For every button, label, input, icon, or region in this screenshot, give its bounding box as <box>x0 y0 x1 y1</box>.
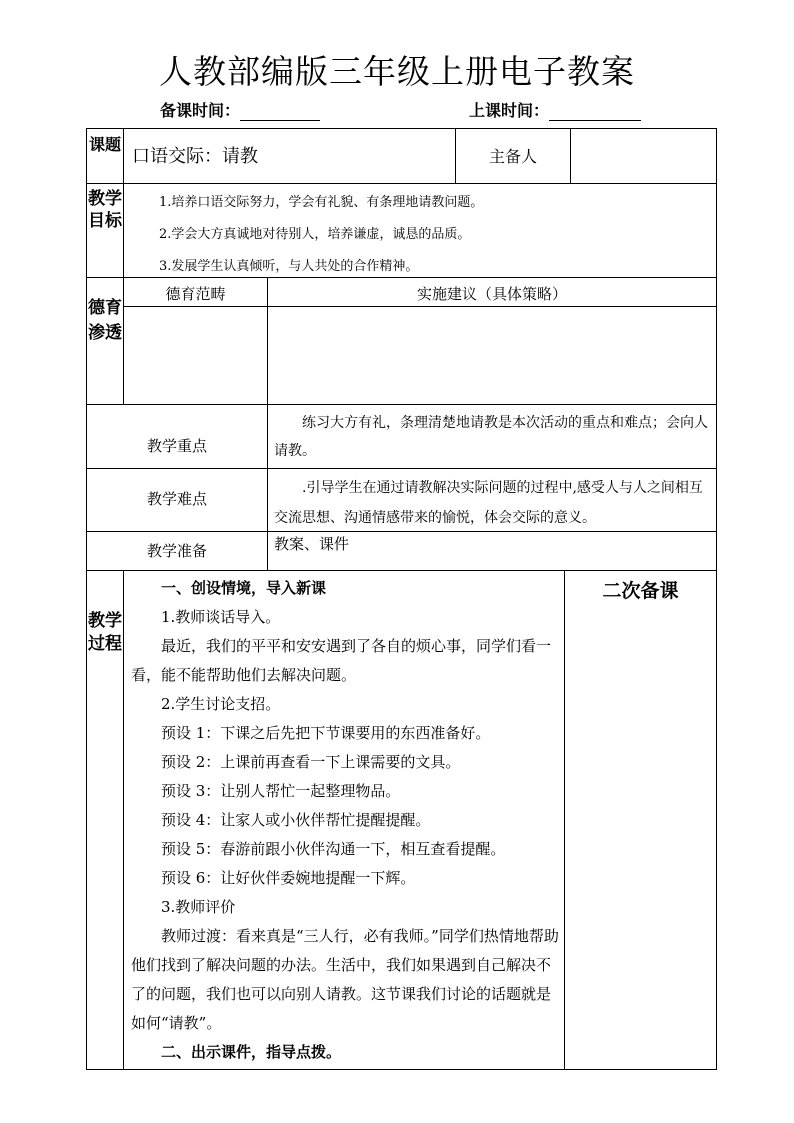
objective-item: 1.培养口语交际努力，学会有礼貌、有条理地请教问题。 <box>159 195 484 210</box>
moral-col-strategy: 实施建议（具体策略） <box>416 285 567 303</box>
process-paragraph: 预设 4：让家人或小伙伴帮忙提醒提醒。 <box>161 811 431 829</box>
moral-label: 德育渗透 <box>88 298 122 343</box>
process-heading: 一、创设情境，导入新课 <box>161 579 327 597</box>
prep-time-field <box>160 98 320 121</box>
process-heading: 二、出示课件，指导点拨。 <box>161 1043 342 1061</box>
process-paragraph: 预设 6：让好伙伴委婉地提醒一下辉。 <box>161 869 416 887</box>
class-time-blank <box>549 102 641 121</box>
prep-time-label: 备课时间： <box>160 101 241 120</box>
process-paragraph: 最近，我们的平平和安安遇到了各自的烦心事，同学们看一看，能不能帮助他们去解决问题。 <box>131 637 552 684</box>
process-paragraph: 教师过渡：看来真是“三人行，必有我师。”同学们热情地帮助他们找到了解决问题的办法。生活中，我们如果遇到自己解决不了的问题，我们也可以向别人请教。这节课我们讨论的话题就是如何“请教”。 <box>131 927 559 1032</box>
process-label: 教学过程 <box>88 611 122 654</box>
prep-time-blank <box>240 102 320 121</box>
moral-col-category: 德育范畴 <box>165 285 226 303</box>
process-paragraph: 3.教师评价 <box>161 898 236 916</box>
process-paragraph: 预设 1：下课之后先把下节课要用的东西准备好。 <box>161 724 491 742</box>
difficulties-text: .引导学生在通过请教解决实际问题的过程中,感受人与人之间相互交流思想、沟通情感带来的愉悦，体会交际的意义。 <box>274 480 703 526</box>
topic-value: 口语交际：请教 <box>132 146 258 167</box>
difficulties-label: 教学难点 <box>146 490 207 508</box>
process-paragraph: 预设 5：春游前跟小伙伴沟通一下，相互查看提醒。 <box>161 840 506 858</box>
objective-item: 2.学会大方真诚地对待别人，培养谦虚，诚恳的品质。 <box>159 227 471 242</box>
second-prep-label: 二次备课 <box>602 580 679 602</box>
preparation-label: 教学准备 <box>146 542 207 560</box>
topic-label: 课题 <box>88 135 121 154</box>
process-paragraph: 预设 3：让别人帮忙一起整理物品。 <box>161 782 401 800</box>
class-time-field <box>469 98 641 121</box>
key-points-label: 教学重点 <box>146 437 207 455</box>
objective-item: 3.发展学生认真倾听，与人共处的合作精神。 <box>159 259 419 274</box>
document-title: 人教部编版三年级上册电子教案 <box>159 52 635 91</box>
key-points-text: 练习大方有礼，条理清楚地请教是本次活动的重点和难点；会向人请教。 <box>274 415 708 459</box>
class-time-label: 上课时间： <box>469 101 550 120</box>
owner-label: 主备人 <box>488 147 537 166</box>
objectives-label: 教学目标 <box>88 189 122 231</box>
process-paragraph: 2.学生讨论支招。 <box>161 695 281 713</box>
preparation-text: 教案、课件 <box>274 535 350 553</box>
process-content <box>131 574 561 1067</box>
process-paragraph: 1.教师谈话导入。 <box>161 608 281 626</box>
process-paragraph: 预设 2：上课前再查看一下上课需要的文具。 <box>161 753 461 771</box>
